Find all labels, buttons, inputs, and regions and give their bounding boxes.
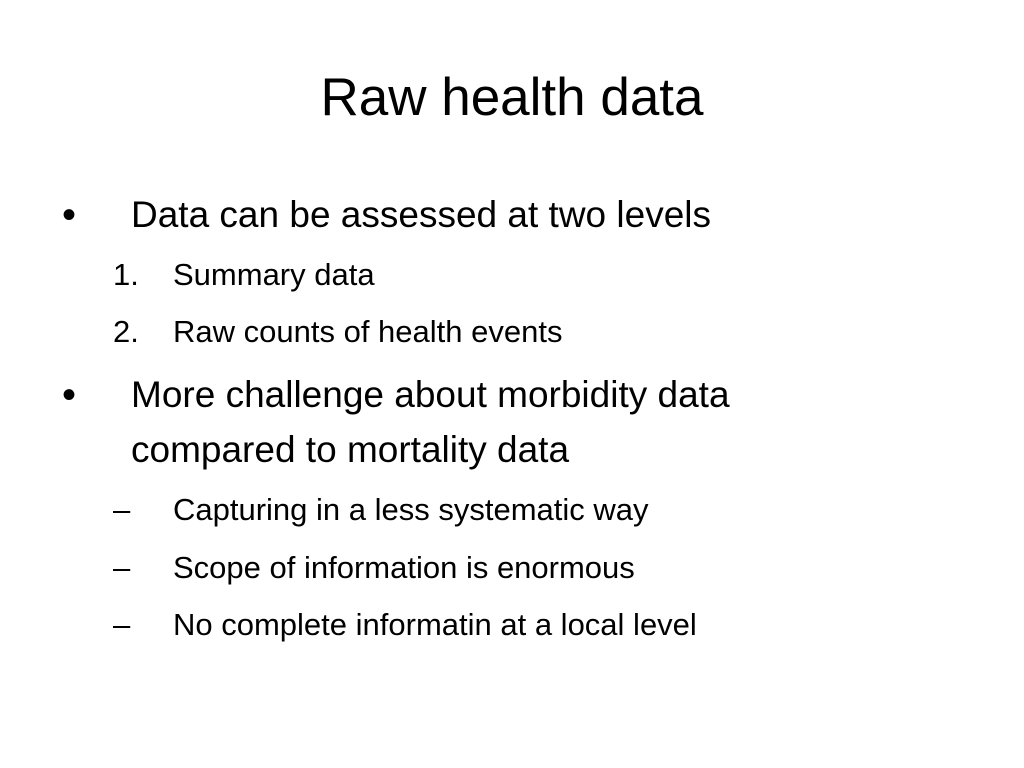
sub-item-marker: 1.: [113, 257, 139, 292]
sub-item-text: Capturing in a less systematic way: [173, 492, 649, 527]
sub-item-text: No complete informatin at a local level: [173, 607, 697, 642]
sub-item-text: Raw counts of health events: [173, 314, 563, 349]
bullet-marker: •: [62, 373, 77, 417]
sub-item-text: Scope of information is enormous: [173, 550, 635, 585]
sub-item-marker: –: [113, 607, 131, 642]
bullet-text: More challenge about morbidity data: [131, 374, 730, 415]
bullet-marker: •: [62, 193, 77, 237]
sub-item-marker: –: [113, 492, 131, 527]
slide-title: Raw health data: [320, 68, 704, 127]
bullet-text-continuation: compared to mortality data: [131, 429, 570, 470]
sub-item-text: Summary data: [173, 257, 375, 292]
sub-item-marker: 2.: [113, 314, 139, 349]
bullet-text: Data can be assessed at two levels: [131, 194, 711, 235]
sub-item-marker: –: [113, 550, 131, 585]
